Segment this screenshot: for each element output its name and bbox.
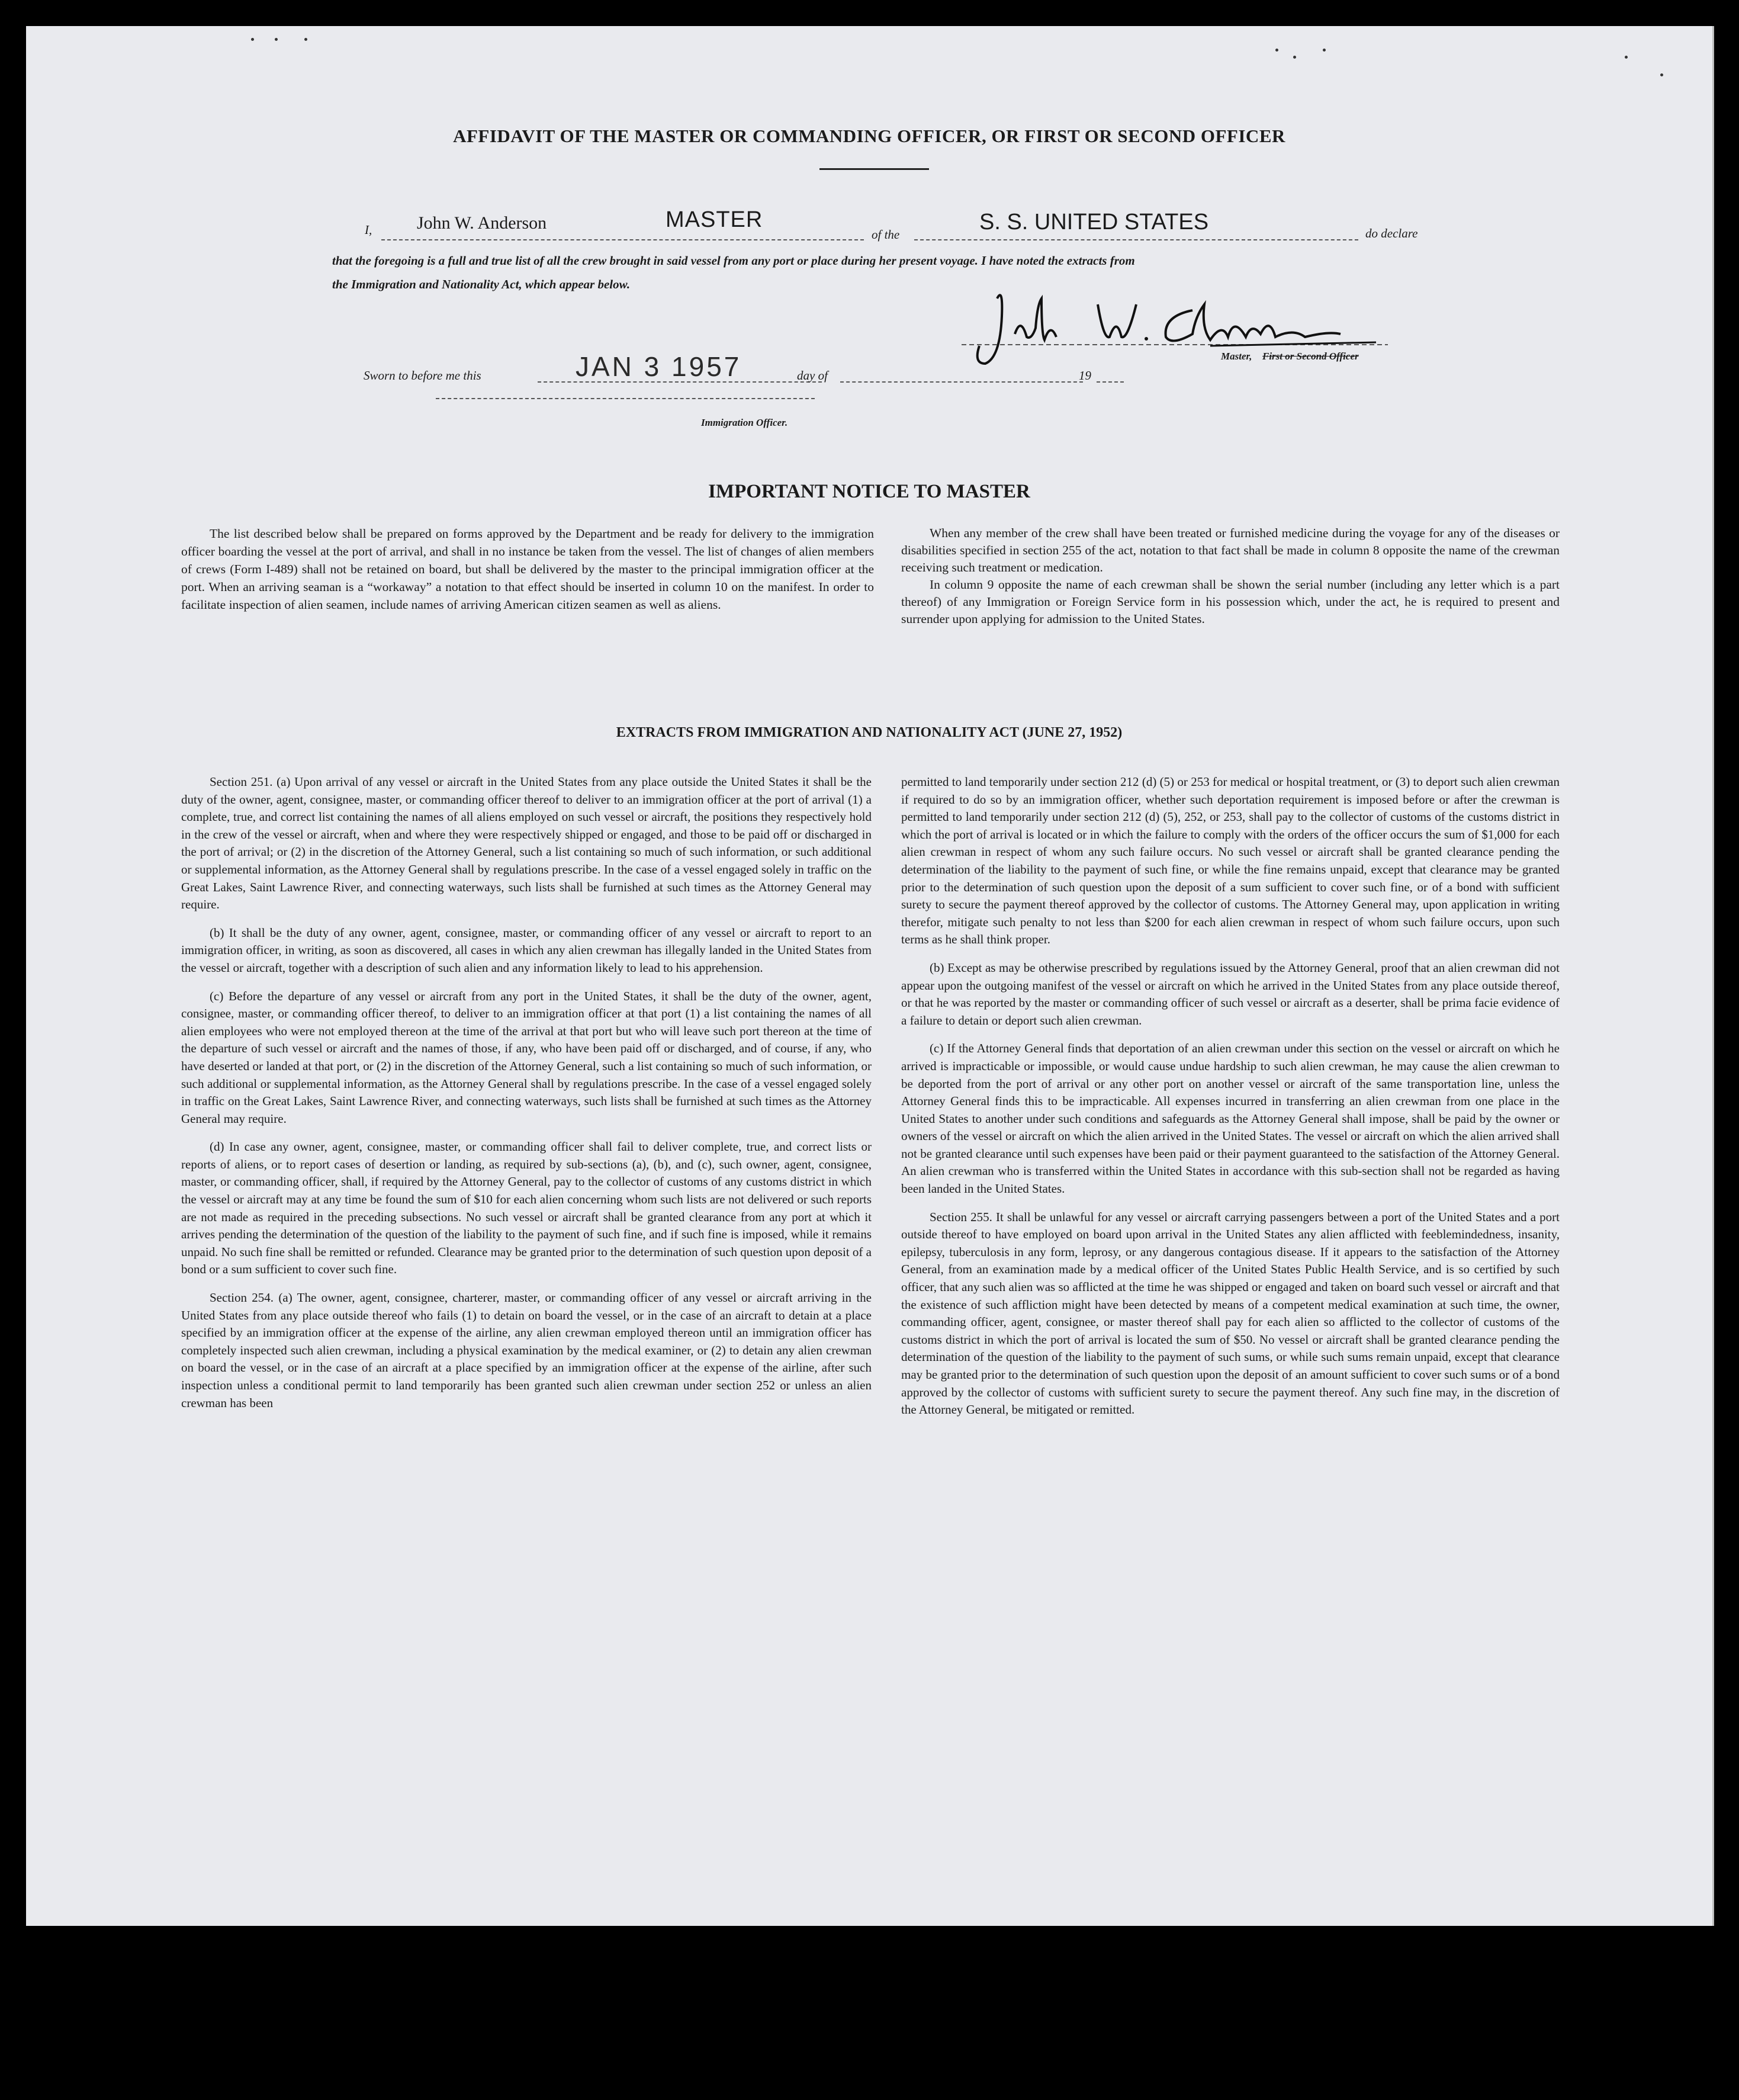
- extracts-left-column: [181, 773, 872, 1423]
- notice-left-paragraph: The list described below shall be prepared on forms approved by the Department and be ready for delivery to the immigration officer boarding the vessel at the port of arrival, and shall in no instance be taken from the vessel. The list of changes of alien members of crews (Form I-489) shall not be retained on board, but shall be delivered by the master to the principal immigration officer at the port. When an arriving seaman is a “workaway” a notation to that effect should be inserted in column 10 on the manifest. In order to facilitate inspection of alien seamen, include names of arriving American citizen seamen as well as aliens.: [181, 526, 874, 612]
- day-of-label: day of: [797, 368, 828, 383]
- section-251-d: (d) In case any owner, agent, consignee, master, or commanding officer shall fail to deliver complete, true, and correct lists or reports of aliens, or to report cases of desertion or landing, as required by sub-sections (a), (b), and (c), such owner, agent, consignee, master, or commanding officer, shall, if required by the Attorney General, pay to the collector of customs of any customs district in which the vessel or aircraft may at any time be found the sum of $10 for each alien concerning whom such lists are not delivered or such reports are not made as required in the preceding subsections. No such vessel or aircraft shall be granted clearance from any port at which it arrives pending the determination of the question of the liability to the payment of such fine, and if such fine is imposed, while it remains unpaid. No such fine shall be remitted or refunded. Clearance may be granted prior to the determination of such question upon deposit of a bond or a sum sufficient to cover such fine.: [181, 1139, 872, 1277]
- section-254-c: (c) If the Attorney General finds that deportation of an alien crewman under this section on the vessel or aircraft on which he arrived is impracticable or impossible, or would cause undue hardship to such alien crewman, he may cause the alien crewman to be deported from the port of arrival or any other port on another vessel or aircraft of the same transportation line, unless the Attorney General finds this to be impracticable. All expenses incurred in transferring an alien crewman from one place in the United States to another under such conditions and safeguards as the Attorney General shall impose, shall be paid by the owner or owners of the vessel or aircraft on which the alien arrived in the United States. The vessel or aircraft on which the alien arrived shall not be granted clearance until such expenses have been paid or their payment guaranteed to the satisfaction of the Attorney General. An alien crewman who is transferred within the United States in accordance with this sub-section shall not be regarded as having been landed in the United States.: [901, 1041, 1560, 1196]
- month-line: [840, 381, 1083, 383]
- scan-speck: [1275, 49, 1278, 52]
- section-254-a-continued: permitted to land temporarily under section 212 (d) (5) or 253 for medical or hospital treatment, or (3) to deport such alien crewman if required to do so by an immigration officer, whether such deportation requirement is imposed before or after the crewman is permitted to land temporarily under section 212 (d) (5), 252, or 253, shall pay to the collector of customs of the customs district in which the port of arrival is located or in which the failure to comply with the orders of the officer occurs the sum of $1,000 for each alien crewman in respect of whom any such failure occurs. No such vessel or aircraft shall be granted clearance pending the determination of the liability to the payment of such fine, or while the fine remains unpaid, except that clearance may be granted prior to the determination of such question upon the deposit of a sum sufficient to cover such fine, or of a bond with sufficient surety to secure the payment thereof approved by the collector of customs. The Attorney General may, upon application in writing therefor, mitigate such penalty to not less than $200 for each alien crewman in respect of whom such failure occurs, upon such terms as he shall think proper.: [901, 775, 1560, 947]
- notice-right-column: [901, 525, 1560, 628]
- date-stamp: JAN 3 1957: [576, 351, 742, 382]
- scan-speck: [251, 38, 254, 41]
- scan-speck: [1625, 56, 1628, 59]
- section-254-a: Section 254. (a) The owner, agent, consignee, charterer, master, or commanding officer of any vessel or aircraft arriving in the United States from any place outside thereof who fails (1) to detain on board the vessel, or in the case of an aircraft to detain at a place specified by an immigration officer at the expense of the airline, any alien crewman employed thereon until an immigration officer has completely inspected such alien crewman, including a physical examination by the medical examiner, or (2) to detain any alien crewman on board the vessel, or in the case of an aircraft at a place specified by an immigration officer at the expense of the airline, after such inspection unless a conditional permit to land temporarily has been granted such alien crewman under section 252 or unless an alien crewman has been: [181, 1290, 872, 1410]
- scan-speck: [1323, 49, 1326, 52]
- notice-title: IMPORTANT NOTICE TO MASTER: [708, 481, 1030, 502]
- master-name-value: John W. Anderson: [417, 213, 547, 233]
- scan-speck: [275, 38, 278, 41]
- sign-role-struck: First or Second Officer: [1262, 351, 1359, 362]
- officer-signature-line: [436, 398, 815, 399]
- year-prefix: 19: [1079, 368, 1091, 383]
- extracts-right-column: [901, 773, 1560, 1430]
- of-the-label: of the: [872, 227, 900, 242]
- affidavit-title: AFFIDAVIT OF THE MASTER OR COMMANDING OFFICER, OR FIRST OR SECOND OFFICER: [453, 126, 1285, 146]
- scan-speck: [1293, 56, 1296, 59]
- officer-label: Immigration Officer.: [701, 417, 788, 428]
- rank-stamp: MASTER: [666, 207, 763, 232]
- title-divider: [819, 168, 929, 170]
- sworn-label: Sworn to before me this: [364, 368, 481, 383]
- section-251-c: (c) Before the departure of any vessel or aircraft from any port in the United States, it shall be the duty of the owner, agent, consignee, master, or commanding officer thereof, to deliver to an immigration officer at that port (1) a list containing the names of all alien employees who were not employed thereon at the time of the arrival at that port but who will leave such port thereon at the time of the departure of such vessel or aircraft and the names of those, if any, who have been paid off or discharged, and of course, if any, who have deserted or landed at that port, or (2) in the discretion of the Attorney General, such a list containing so much of such information, or such additional or supplemental information, as the Attorney General shall by regulations prescribe. In the case of a vessel engaged solely in traffic on the Great Lakes, Saint Lawrence River, and connecting waterways, such lists shall be furnished at such times as the Attorney General may require.: [181, 988, 872, 1126]
- vessel-line: [914, 239, 1358, 240]
- notice-right-paragraph-2: In column 9 opposite the name of each crewman shall be shown the serial number (including any letter which is a part thereof) of any Immigration or Foreign Service form in his possession which, under the act, he is required to present and surrender upon applying for admission to the United States.: [901, 577, 1560, 626]
- scan-speck: [304, 38, 307, 41]
- notice-left-column: [181, 525, 874, 614]
- prefix-i: I,: [365, 223, 372, 237]
- document-page: [26, 26, 1714, 1926]
- vessel-stamp: S. S. UNITED STATES: [979, 210, 1209, 235]
- declaration-line-1: that the foregoing is a full and true list of all the crew brought in said vessel from any port or place during her present voyage. I have noted the extracts from: [332, 253, 1135, 268]
- sign-role-master: Master,: [1221, 351, 1252, 362]
- section-251-a: Section 251. (a) Upon arrival of any vessel or aircraft in the United States from any place outside the United States it shall be the duty of the owner, agent, consignee, master, or commanding officer thereof to deliver to an immigration officer at the port of arrival (1) a complete, true, and correct list containing the names of all aliens employed on such vessel or aircraft, the positions they respectively hold in the crew of the vessel or aircraft, when and where they were respectively shipped or engaged, and those to be paid off or discharged in the port of arrival; or (2) in the discretion of the Attorney General, such a list containing so much of such information, or such additional or supplemental information, as the Attorney General shall by regulations prescribe. In the case of a vessel engaged solely in traffic on the Great Lakes, Saint Lawrence River, and connecting waterways, such lists shall be furnished at such times as the Attorney General may require.: [181, 775, 872, 912]
- declaration-line-2: the Immigration and Nationality Act, which appear below.: [332, 277, 631, 291]
- extracts-title: EXTRACTS FROM IMMIGRATION AND NATIONALITY ACT (JUNE 27, 1952): [616, 725, 1123, 740]
- section-255: Section 255. It shall be unlawful for any vessel or aircraft carrying passengers between a port of the United States and a port outside thereof to have employed on board upon arrival in the United States any alien afflicted with feeblemindedness, insanity, epilepsy, tuberculosis in any form, leprosy, or any dangerous contagious disease. If it appears to the satisfaction of the Attorney General, from an examination made by a medical officer of the United States Public Health Service, and is so certified by such officer, that any such alien was so afflicted at the time he was shipped or engaged and taken on board such vessel or aircraft and that the existence of such affliction might have been detected by means of a competent medical examination at such time, the owner, commanding officer, agent, consignee, or master thereof shall pay for each alien so afflicted to the collector of customs of the customs district in which the port of arrival is located the sum of $50. No vessel or aircraft shall be granted clearance pending the determination of the question of the liability to the payment of such sums, or while such sums remain unpaid, except that clearance may be granted prior to the determination of such question upon the deposit of an amount sufficient to cover such sums or of a bond approved by the collector of customs with sufficient surety to secure the payment thereof. Any such fine may, in the discretion of the Attorney General, be mitigated or remitted.: [901, 1209, 1560, 1417]
- scan-speck: [1660, 73, 1663, 76]
- name-rank-line: [381, 239, 864, 240]
- notice-right-paragraph-1: When any member of the crew shall have been treated or furnished medicine during the voyage for any of the diseases or disabilities specified in section 255 of the act, notation to that fact shall be made in column 8 opposite the name of the crewman receiving such treatment or medication.: [901, 526, 1560, 574]
- section-254-b: (b) Except as may be otherwise prescribed by regulations issued by the Attorney General, proof that an alien crewman did not appear upon the outgoing manifest of the vessel or aircraft on which he arrived in the United States from any place outside thereof, or that he was reported by the master or commanding officer of such vessel or aircraft as a deserter, shall be prima facie evidence of a failure to detain or deport such alien crewman.: [901, 960, 1560, 1027]
- year-line: [1097, 381, 1124, 383]
- section-251-b: (b) It shall be the duty of any owner, agent, consignee, master, or commanding officer of any vessel or aircraft to report to an immigration officer, in writing, as soon as discovered, all cases in which any alien crewman has illegally landed in the United States from the vessel or aircraft, together with a description of such alien and any information likely to lead to his apprehension.: [181, 925, 872, 975]
- do-declare-label: do declare: [1365, 226, 1418, 240]
